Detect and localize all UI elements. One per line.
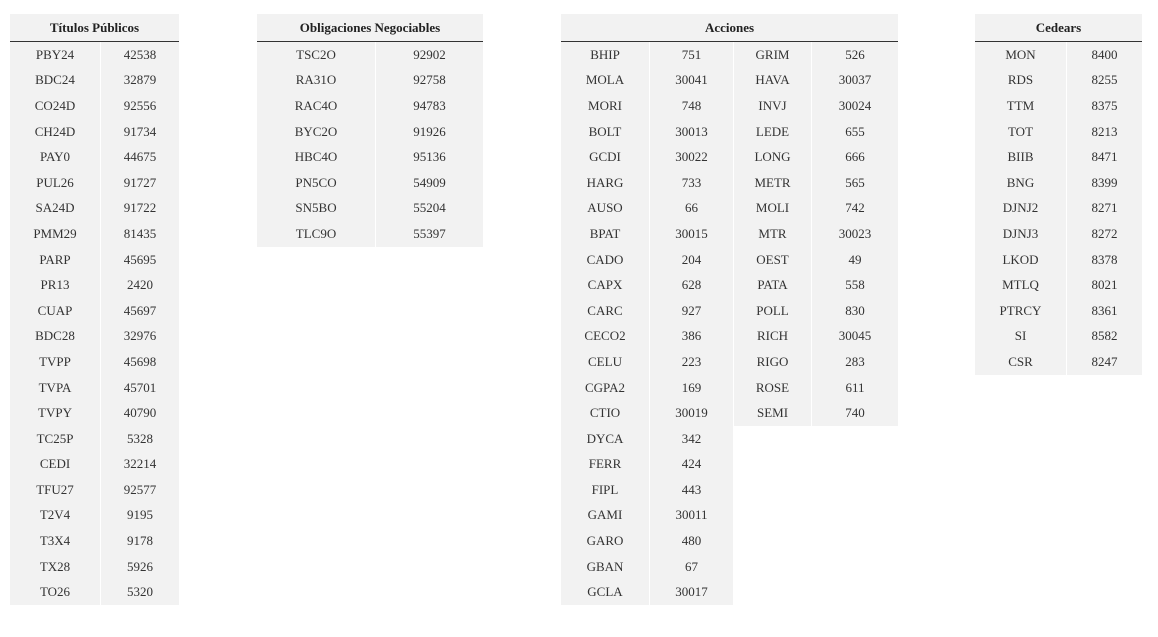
table-row [561,144,898,170]
ticker-symbol: TX28 [10,554,101,580]
table-title: Títulos Públicos [10,14,179,42]
ticker-code: 30024 [812,93,898,119]
table-row [561,298,898,324]
ticker-symbol: CSR [975,349,1067,375]
ticker-code [812,528,898,554]
ticker-symbol: MOLI [734,196,812,222]
table-row [10,247,179,273]
ticker-code: 95136 [376,144,483,170]
table-row [561,426,898,452]
table-row [561,324,898,350]
ticker-code [812,477,898,503]
table-row [257,93,483,119]
table-row [561,554,898,580]
ticker-symbol: GRIM [734,42,812,68]
ticker-symbol: BOLT [561,119,650,145]
ticker-symbol: GCDI [561,144,650,170]
ticker-symbol: SN5BO [257,196,376,222]
ticker-code: 66 [650,196,734,222]
ticker-code: 830 [812,298,898,324]
ticker-code: 32976 [101,324,179,350]
table-row [257,196,483,222]
ticker-symbol: LEDE [734,119,812,145]
ticker-code: 8021 [1067,272,1142,298]
ticker-code: 742 [812,196,898,222]
table-row [257,68,483,94]
table-acciones [561,14,898,605]
ticker-code [812,452,898,478]
table-row [561,503,898,529]
ticker-symbol: SEMI [734,400,812,426]
ticker-code [812,426,898,452]
ticker-symbol: RICH [734,324,812,350]
ticker-code: 49 [812,247,898,273]
table-row [975,93,1142,119]
ticker-code: 42538 [101,42,179,68]
ticker-symbol: PBY24 [10,42,101,68]
ticker-code: 5926 [101,554,179,580]
ticker-code: 8361 [1067,298,1142,324]
ticker-symbol: FERR [561,452,650,478]
ticker-symbol: CTIO [561,400,650,426]
ticker-symbol: CECO2 [561,324,650,350]
ticker-symbol: T3X4 [10,528,101,554]
ticker-symbol: SI [975,324,1067,350]
ticker-code: 283 [812,349,898,375]
ticker-code [812,579,898,605]
ticker-symbol: TSC2O [257,42,376,68]
ticker-symbol: GARO [561,528,650,554]
ticker-symbol: INVJ [734,93,812,119]
ticker-symbol: CH24D [10,119,101,145]
ticker-code: 8213 [1067,119,1142,145]
ticker-code: 2420 [101,272,179,298]
table-row [257,119,483,145]
ticker-code: 91734 [101,119,179,145]
ticker-symbol: GAMI [561,503,650,529]
table-row [561,272,898,298]
table-row [10,42,179,68]
table-row [975,144,1142,170]
table-row [561,119,898,145]
ticker-symbol: PN5CO [257,170,376,196]
ticker-code: 480 [650,528,734,554]
ticker-code: 526 [812,42,898,68]
ticker-code: 558 [812,272,898,298]
ticker-code: 40790 [101,400,179,426]
ticker-symbol [734,528,812,554]
ticker-symbol: PR13 [10,272,101,298]
table-row [10,375,179,401]
ticker-code: 92577 [101,477,179,503]
ticker-symbol: OEST [734,247,812,273]
ticker-symbol: TOT [975,119,1067,145]
ticker-symbol: AUSO [561,196,650,222]
table-row [561,400,898,426]
ticker-symbol [734,426,812,452]
ticker-symbol [734,477,812,503]
ticker-code: 54909 [376,170,483,196]
ticker-code: 733 [650,170,734,196]
ticker-symbol: CELU [561,349,650,375]
ticker-symbol: GBAN [561,554,650,580]
ticker-code: 45698 [101,349,179,375]
ticker-symbol: BHIP [561,42,650,68]
ticker-symbol: CO24D [10,93,101,119]
table-row [257,170,483,196]
ticker-symbol: BIIB [975,144,1067,170]
ticker-code: 9195 [101,503,179,529]
table-row [10,221,179,247]
ticker-symbol [734,554,812,580]
ticker-code: 9178 [101,528,179,554]
table-title: Obligaciones Negociables [257,14,483,42]
ticker-code: 751 [650,42,734,68]
ticker-code: 655 [812,119,898,145]
ticker-code: 8378 [1067,247,1142,273]
table-row [975,221,1142,247]
ticker-code [812,503,898,529]
ticker-symbol: PARP [10,247,101,273]
ticker-symbol: POLL [734,298,812,324]
ticker-code: 91926 [376,119,483,145]
table-row [257,42,483,68]
table-row [10,68,179,94]
ticker-code: 8400 [1067,42,1142,68]
ticker-code: 204 [650,247,734,273]
ticker-symbol: CADO [561,247,650,273]
ticker-symbol: METR [734,170,812,196]
ticker-code: 30019 [650,400,734,426]
ticker-symbol: TVPY [10,400,101,426]
ticker-code: 5320 [101,579,179,605]
ticker-code: 30013 [650,119,734,145]
ticker-symbol: RAC4O [257,93,376,119]
ticker-code: 8375 [1067,93,1142,119]
table-row [10,426,179,452]
table-row [10,272,179,298]
ticker-code: 927 [650,298,734,324]
ticker-code: 30011 [650,503,734,529]
table-row [561,452,898,478]
table-row [561,375,898,401]
ticker-code: 666 [812,144,898,170]
ticker-symbol: MOLA [561,68,650,94]
table-row [561,477,898,503]
ticker-code: 748 [650,93,734,119]
table-row [257,144,483,170]
ticker-code: 565 [812,170,898,196]
table-titulos-publicos [10,14,179,605]
ticker-code: 30015 [650,221,734,247]
table-row [975,247,1142,273]
ticker-symbol: TVPP [10,349,101,375]
table-row [10,324,179,350]
ticker-code: 169 [650,375,734,401]
ticker-code: 8272 [1067,221,1142,247]
ticker-code: 8247 [1067,349,1142,375]
ticker-symbol: FIPL [561,477,650,503]
ticker-code: 8255 [1067,68,1142,94]
table-row [561,68,898,94]
ticker-code: 45695 [101,247,179,273]
ticker-symbol: CEDI [10,452,101,478]
ticker-code: 45697 [101,298,179,324]
ticker-code: 67 [650,554,734,580]
table-row [10,579,179,605]
table-row [561,349,898,375]
ticker-code: 92902 [376,42,483,68]
ticker-code: 30023 [812,221,898,247]
ticker-symbol: BDC24 [10,68,101,94]
table-row [257,221,483,247]
table-row [10,196,179,222]
table-row [561,170,898,196]
ticker-symbol [734,579,812,605]
ticker-symbol: PMM29 [10,221,101,247]
table-row [975,324,1142,350]
ticker-symbol: RIGO [734,349,812,375]
table-row [10,93,179,119]
table-row [561,528,898,554]
ticker-code: 386 [650,324,734,350]
ticker-symbol: HARG [561,170,650,196]
table-row [561,196,898,222]
table-row [10,170,179,196]
ticker-symbol: MTR [734,221,812,247]
table-row [561,42,898,68]
table-row [561,247,898,273]
table-row [10,298,179,324]
table-title: Cedears [975,14,1142,42]
table-row [975,298,1142,324]
ticker-symbol: BDC28 [10,324,101,350]
ticker-code: 94783 [376,93,483,119]
ticker-code: 32879 [101,68,179,94]
ticker-symbol: HAVA [734,68,812,94]
ticker-symbol: RA31O [257,68,376,94]
table-row [975,272,1142,298]
ticker-code: 32214 [101,452,179,478]
ticker-symbol: CUAP [10,298,101,324]
ticker-symbol: BYC2O [257,119,376,145]
ticker-code: 223 [650,349,734,375]
ticker-symbol: CARC [561,298,650,324]
ticker-code: 443 [650,477,734,503]
ticker-symbol: PTRCY [975,298,1067,324]
table-row [975,119,1142,145]
ticker-symbol: T2V4 [10,503,101,529]
ticker-symbol: TFU27 [10,477,101,503]
ticker-symbol: LONG [734,144,812,170]
ticker-code: 91727 [101,170,179,196]
ticker-symbol: PUL26 [10,170,101,196]
ticker-symbol: TVPA [10,375,101,401]
table-row [10,144,179,170]
table-row [10,119,179,145]
ticker-code: 30045 [812,324,898,350]
ticker-symbol: DJNJ2 [975,196,1067,222]
table-row [10,452,179,478]
ticker-code: 8399 [1067,170,1142,196]
table-row [975,42,1142,68]
ticker-code: 30017 [650,579,734,605]
ticker-symbol [734,503,812,529]
table-row [10,503,179,529]
ticker-symbol: CAPX [561,272,650,298]
ticker-code: 342 [650,426,734,452]
ticker-symbol: BPAT [561,221,650,247]
ticker-symbol: DJNJ3 [975,221,1067,247]
ticker-code: 30022 [650,144,734,170]
ticker-code: 92758 [376,68,483,94]
ticker-code: 424 [650,452,734,478]
ticker-code: 30037 [812,68,898,94]
ticker-symbol: TTM [975,93,1067,119]
table-row [975,170,1142,196]
ticker-symbol: HBC4O [257,144,376,170]
ticker-symbol [734,452,812,478]
ticker-symbol: TC25P [10,426,101,452]
ticker-symbol: PAY0 [10,144,101,170]
ticker-symbol: TO26 [10,579,101,605]
table-row [10,477,179,503]
ticker-symbol: BNG [975,170,1067,196]
table-row [10,554,179,580]
ticker-code: 44675 [101,144,179,170]
ticker-code: 92556 [101,93,179,119]
ticker-symbol: LKOD [975,247,1067,273]
table-cedears [975,14,1142,375]
table-row [975,68,1142,94]
ticker-code: 45701 [101,375,179,401]
ticker-code: 628 [650,272,734,298]
table-row [10,349,179,375]
ticker-code: 5328 [101,426,179,452]
ticker-symbol: ROSE [734,375,812,401]
ticker-symbol: RDS [975,68,1067,94]
ticker-symbol: PATA [734,272,812,298]
ticker-code: 611 [812,375,898,401]
table-row [561,221,898,247]
ticker-code: 8271 [1067,196,1142,222]
ticker-code: 30041 [650,68,734,94]
ticker-symbol: MORI [561,93,650,119]
ticker-symbol: CGPA2 [561,375,650,401]
ticker-symbol: SA24D [10,196,101,222]
ticker-symbol: MTLQ [975,272,1067,298]
ticker-code: 55204 [376,196,483,222]
table-row [975,196,1142,222]
ticker-code: 81435 [101,221,179,247]
ticker-code: 740 [812,400,898,426]
ticker-symbol: MON [975,42,1067,68]
ticker-code: 91722 [101,196,179,222]
table-row [561,93,898,119]
table-title: Acciones [561,14,898,42]
ticker-symbol: GCLA [561,579,650,605]
ticker-symbol: DYCA [561,426,650,452]
ticker-symbol: TLC9O [257,221,376,247]
table-row [561,579,898,605]
ticker-code: 8582 [1067,324,1142,350]
table-row [975,349,1142,375]
ticker-code: 55397 [376,221,483,247]
table-row [10,400,179,426]
ticker-code: 8471 [1067,144,1142,170]
table-obligaciones-negociables [257,14,483,247]
ticker-code [812,554,898,580]
table-row [10,528,179,554]
